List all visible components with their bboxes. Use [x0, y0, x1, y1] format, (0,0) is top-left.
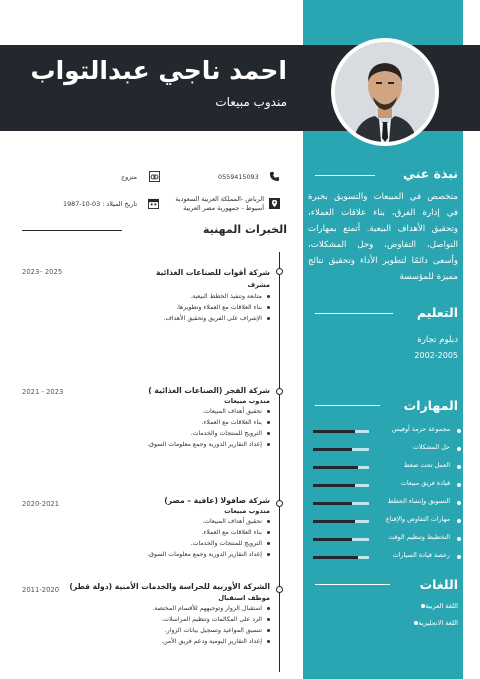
- experience-timeline: [279, 252, 280, 672]
- job-years: 2023– 2025: [22, 268, 63, 276]
- job-duty-item: الإشراف على الفريق وتحقيق الأهداف.: [164, 313, 271, 324]
- timeline-node: [276, 268, 283, 275]
- job-duty-item: تحقيق أهداف المبيعات.: [147, 406, 270, 417]
- skill-level-bar: [313, 520, 369, 523]
- job-years: 2011-2020: [22, 586, 60, 594]
- job-duty-item: تنسيق المواعيد وتسجيل بيانات الزوار.: [152, 625, 270, 636]
- skill-item: [313, 531, 461, 549]
- language-item: [415, 602, 458, 610]
- skill-label: حل المشكلات: [412, 443, 450, 451]
- skill-level-bar: [313, 538, 369, 541]
- skill-level-bar: [313, 466, 369, 469]
- job-duty-item: بناء العلاقات مع العملاء وتطويرها.: [164, 302, 271, 313]
- skill-item: [313, 513, 461, 531]
- skill-item: [313, 477, 461, 495]
- language-label: اللغة الانجليزية: [418, 619, 458, 627]
- job-company: شركة أقوات للصناعات الغذائية: [155, 268, 270, 277]
- skill-label: قيادة فريق مبيعات: [400, 479, 450, 487]
- job-company: شركة صافولا (عافية – مصر): [164, 496, 270, 505]
- skill-item: [313, 441, 461, 459]
- skill-level-bar: [313, 430, 369, 433]
- contact-marital-status: متزوج: [121, 173, 138, 181]
- job-duty-item: إعداد التقارير اليومية ودعم فريق الأمن.: [152, 636, 270, 647]
- skill-item: [313, 495, 461, 513]
- bullet-icon: [457, 519, 461, 523]
- timeline-node: [276, 500, 283, 507]
- job-duty-item: إعداد التقارير الدورية وجمع معلومات السوق.: [147, 549, 270, 560]
- bullet-icon: [457, 447, 461, 451]
- job-duties-list: [147, 516, 270, 560]
- bullet-icon: [457, 555, 461, 559]
- skill-level-bar: [313, 556, 369, 559]
- job-duty-item: متابعة وتنفيذ الخطط البيعية.: [164, 291, 271, 302]
- language-label: اللغة العربية: [425, 602, 458, 610]
- skill-level-fill: [313, 502, 352, 505]
- skill-level-bar: [313, 502, 369, 505]
- job-duty-item: بناء العلاقات مع العملاء.: [147, 417, 270, 428]
- skills-section-title: المهارات: [403, 398, 458, 413]
- profile-name: احمد ناجي عبدالتواب: [30, 56, 287, 85]
- job-company: شركة الفجر (الصناعات الغذائية ): [148, 386, 270, 395]
- skill-label: التخطيط وتنظيم الوقت: [388, 533, 450, 541]
- education-section-title: التعليم: [416, 305, 458, 320]
- skill-level-fill: [313, 484, 355, 487]
- timeline-node: [276, 388, 283, 395]
- experience-title-rule: [22, 230, 122, 231]
- contact-address-line2: أسيوط - جمهورية مصر العربية: [183, 204, 264, 212]
- bullet-icon: [457, 537, 461, 541]
- job-role: موظف استقبال: [218, 594, 270, 602]
- map-pin-icon: [269, 198, 280, 209]
- bullet-icon: [457, 465, 461, 469]
- job-duties-list: [147, 406, 270, 450]
- skill-label: مجموعة حزمة أوفيس: [391, 425, 450, 433]
- job-duty-item: الترويج للمنتجات والخدمات.: [147, 428, 270, 439]
- skill-item: [313, 549, 461, 567]
- job-role: مندوب مبيعات: [224, 397, 270, 405]
- profile-photo: [335, 42, 435, 142]
- rings-icon: [149, 171, 160, 182]
- job-company: الشركة الأوربية للحراسة والخدمات الأمنية (دولة قطر): [69, 582, 270, 591]
- contact-address-line1: الرياض -المملكة العربية السعودية: [175, 195, 264, 203]
- contact-birth-date: تاريخ الميلاد : 03-10-1987: [63, 200, 138, 208]
- profile-photo-frame: [331, 38, 439, 146]
- about-section-title: نبذة عني: [402, 166, 458, 181]
- skill-level-bar: [313, 484, 369, 487]
- skill-label: التسويق وإنشاء الخطط: [387, 497, 450, 505]
- languages-title-rule: [315, 584, 390, 585]
- job-duty-item: إعداد التقارير الدورية وجمع معلومات السوق.: [147, 439, 270, 450]
- job-duty-item: تحقيق أهداف المبيعات.: [147, 516, 270, 527]
- job-duties-list: [164, 291, 271, 324]
- skill-label: العمل تحت ضغط: [403, 461, 450, 469]
- job-duties-list: [152, 603, 270, 647]
- phone-icon: [269, 171, 280, 182]
- about-text: متخصص في المبيعات والتسويق بخبرة في إدارة الفرق، بناء علاقات العملاء، وتحقيق الأهداف البيعية. أتمتع بمهارات التواصل، التفاوض، وحل المشكلات، وأسعى دائمًا لتطوير الأداء وتحقيق نتائج مميزة للمؤسسة: [308, 192, 458, 282]
- languages-section-title: اللغات: [419, 577, 458, 592]
- job-duty-item: بناء العلاقات مع العملاء.: [147, 527, 270, 538]
- about-title-rule: [315, 175, 375, 176]
- job-duty-item: الترويج للمنتجات والخدمات.: [147, 538, 270, 549]
- contact-phone: 0559415093: [218, 173, 259, 181]
- job-years: 2021 - 2023: [22, 388, 64, 396]
- skill-label: رخصة قيادة السيارات: [392, 551, 450, 559]
- job-duty-item: استقبال الزوار وتوجيههم للأقسام المختصة.: [152, 603, 270, 614]
- skills-title-rule: [315, 405, 380, 406]
- bullet-icon: [457, 429, 461, 433]
- bullet-icon: [457, 501, 461, 505]
- skill-level-fill: [313, 466, 358, 469]
- skill-level-bar: [313, 448, 369, 451]
- skill-level-fill: [313, 538, 352, 541]
- timeline-node: [276, 586, 283, 593]
- bullet-icon: [457, 483, 461, 487]
- job-years: 2020-2021: [22, 500, 60, 508]
- skill-level-fill: [313, 430, 355, 433]
- skill-level-fill: [313, 556, 358, 559]
- skill-label: مهارات التفاوض والإقناع: [385, 515, 450, 523]
- language-item: [408, 619, 458, 627]
- experience-section-title: الخبرات المهنية: [202, 223, 287, 236]
- education-years: 2002-2005: [414, 351, 458, 360]
- education-title-rule: [315, 313, 393, 314]
- calendar-icon: [148, 198, 159, 209]
- skill-level-fill: [313, 448, 352, 451]
- skill-item: [313, 423, 461, 441]
- skill-level-fill: [313, 520, 355, 523]
- job-role: مشرف: [247, 281, 270, 289]
- job-role: مندوب مبيعات: [224, 507, 270, 515]
- job-duty-item: الرد على المكالمات وتنظيم المراسلات.: [152, 614, 270, 625]
- education-degree: دبلوم تجارة: [417, 335, 458, 345]
- profile-job-title: مندوب مبيعات: [215, 95, 287, 109]
- skill-item: [313, 459, 461, 477]
